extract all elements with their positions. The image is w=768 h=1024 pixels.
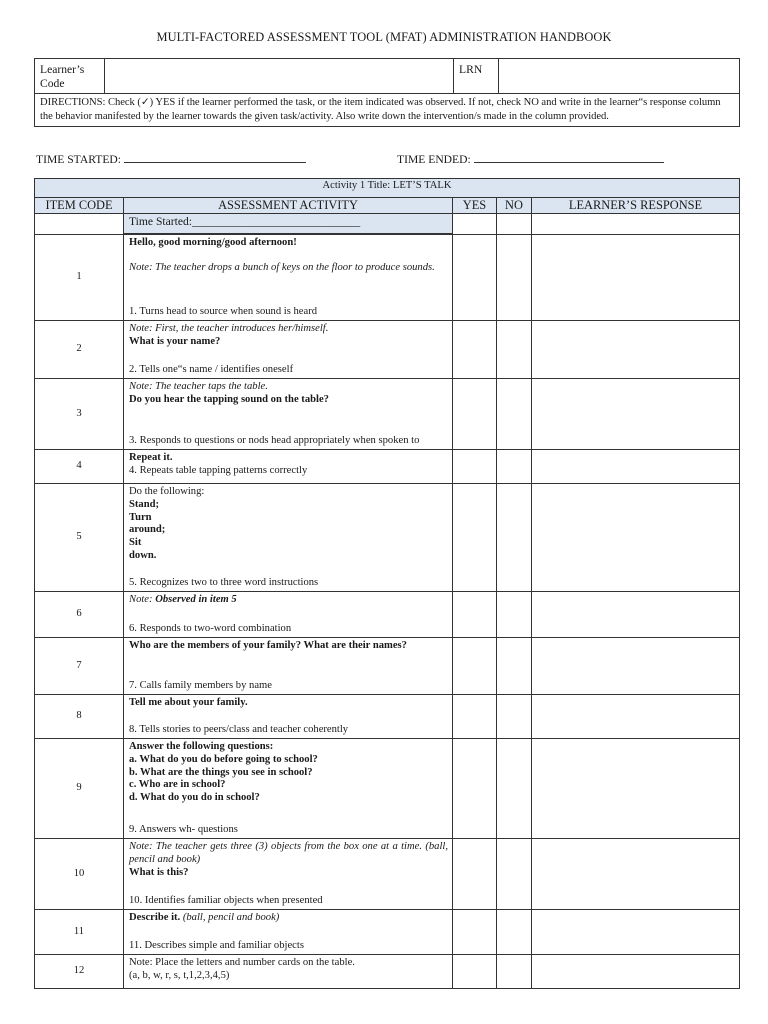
- yes-cell[interactable]: [453, 235, 497, 321]
- activity-competency: 5. Recognizes two to three word instructions: [129, 577, 319, 589]
- item-code: 1: [35, 235, 124, 321]
- time-started-line: [36, 152, 306, 166]
- item-code: 11: [35, 910, 124, 955]
- no-cell[interactable]: [497, 955, 532, 989]
- yes-cell[interactable]: [453, 379, 497, 450]
- yes-cell[interactable]: [453, 592, 497, 638]
- activity-prompt: Tell me about your family.: [129, 697, 248, 708]
- no-cell[interactable]: [497, 235, 532, 321]
- response-cell[interactable]: [532, 638, 740, 695]
- item-code: 5: [35, 484, 124, 592]
- no-cell[interactable]: [497, 450, 532, 484]
- no-cell[interactable]: [497, 592, 532, 638]
- table-row: [35, 321, 740, 379]
- item-code: 2: [35, 321, 124, 379]
- activity-prompt: Hello, good morning/good afternoon!: [129, 237, 297, 248]
- response-cell[interactable]: [532, 321, 740, 379]
- yes-cell[interactable]: [453, 739, 497, 839]
- activity-competency: 8. Tells stories to peers/class and teacher coherently: [129, 724, 349, 736]
- lrn-label: LRN: [454, 59, 499, 94]
- no-cell[interactable]: [497, 379, 532, 450]
- activity-competency: 6. Responds to two-word combination: [129, 623, 292, 635]
- response-cell[interactable]: [532, 235, 740, 321]
- activity-competency: 4. Repeats table tapping patterns correctly: [129, 464, 308, 476]
- activity-detail: (a, b, w, r, s, t,1,2,3,4,5): [129, 969, 230, 981]
- activity-cell: [124, 379, 453, 450]
- yes-cell[interactable]: [453, 910, 497, 955]
- note-emphasis: Observed in item 5: [155, 594, 237, 605]
- question-item: d. What do you do in school?: [129, 792, 260, 804]
- activity-cell: [124, 739, 453, 839]
- no-cell[interactable]: [497, 695, 532, 739]
- activity-prompt-line: [129, 912, 448, 925]
- directions-text: DIRECTIONS: Check (✓) YES if the learner performed the task, or the item indicated was observed. If not, check NO and write in the learner“s response column the behavior manifested by the learner towards the given task/activity. Also write down the intervention/s made in the column provided.: [35, 94, 740, 127]
- activity-cell: [124, 592, 453, 638]
- command-item: Stand;: [129, 498, 160, 510]
- item-code: 10: [35, 839, 124, 910]
- document-title: MULTI-FACTORED ASSESSMENT TOOL (MFAT) ADMINISTRATION HANDBOOK: [156, 30, 612, 44]
- column-header-item-code: ITEM CODE: [35, 198, 124, 214]
- item-code: 9: [35, 739, 124, 839]
- activity-competency: 2. Tells one“s name / identifies oneself: [129, 364, 294, 376]
- question-item: c. Who are in school?: [129, 779, 226, 791]
- column-header-learners-response: LEARNER’S RESPONSE: [532, 198, 740, 214]
- yes-cell[interactable]: [453, 450, 497, 484]
- activity-prompt: Who are the members of your family? What are their names?: [129, 640, 407, 651]
- activity-prompt: What is your name?: [129, 335, 221, 347]
- command-item: around;: [129, 524, 166, 536]
- activity-cell: [124, 321, 453, 379]
- activity-title: Activity 1 Title: LET’S TALK: [35, 179, 740, 198]
- activity-prompt: Answer the following questions:: [129, 741, 274, 752]
- time-started-cell[interactable]: Time Started:_____________________________: [124, 214, 453, 234]
- activity-cell: [124, 955, 453, 989]
- lrn-field[interactable]: [499, 59, 740, 94]
- response-cell[interactable]: [532, 592, 740, 638]
- yes-cell[interactable]: [453, 839, 497, 910]
- activity-note: Note: The teacher taps the table.: [129, 381, 268, 392]
- table-row: [35, 450, 740, 484]
- activity-cell: [124, 839, 453, 910]
- yes-cell[interactable]: [453, 955, 497, 989]
- table-row: [35, 955, 740, 989]
- time-ended-line: [397, 152, 664, 166]
- learners-code-label: Learner’s Code: [35, 59, 105, 94]
- table-row: [35, 379, 740, 450]
- no-cell[interactable]: [497, 839, 532, 910]
- activity-note: Note: The teacher gets three (3) objects from the box one at a time. (ball, pencil and book): [129, 841, 448, 865]
- activity-prompt-note: (ball, pencil and book): [180, 912, 280, 923]
- question-item: b. What are the things you see in school?: [129, 766, 313, 778]
- activity-prompt: What is this?: [129, 866, 189, 878]
- response-cell[interactable]: [532, 910, 740, 955]
- yes-cell[interactable]: [453, 321, 497, 379]
- no-cell[interactable]: [497, 739, 532, 839]
- item-code: 8: [35, 695, 124, 739]
- table-row: [35, 235, 740, 321]
- activity-cell: [124, 235, 453, 321]
- table-row: [35, 592, 740, 638]
- activity-competency: 3. Responds to questions or nods head appropriately when spoken to: [129, 435, 420, 447]
- command-item: down.: [129, 549, 157, 561]
- no-cell[interactable]: [497, 638, 532, 695]
- item-code: 12: [35, 955, 124, 989]
- time-started-label: TIME STARTED:: [36, 153, 121, 166]
- no-cell[interactable]: [497, 214, 532, 235]
- activity-cell: [124, 484, 453, 592]
- response-cell[interactable]: [532, 379, 740, 450]
- activity-intro: Do the following:: [129, 486, 205, 497]
- item-code: 4: [35, 450, 124, 484]
- activity-cell: [124, 638, 453, 695]
- yes-cell[interactable]: [453, 214, 497, 235]
- activity-note: Note: Place the letters and number cards on the table.: [129, 957, 355, 968]
- assessment-table: [34, 178, 740, 989]
- yes-cell[interactable]: [453, 695, 497, 739]
- activity-competency: 1. Turns head to source when sound is heard: [129, 306, 318, 318]
- item-code-cell: [35, 214, 124, 235]
- response-cell[interactable]: [532, 484, 740, 592]
- activity-note: Note: First, the teacher introduces her/himself.: [129, 323, 329, 334]
- command-item: Turn: [129, 511, 152, 523]
- note-prefix: Note:: [129, 594, 153, 605]
- table-row: [35, 695, 740, 739]
- learner-info-table: [34, 58, 740, 127]
- activity-prompt: Repeat it.: [129, 452, 173, 463]
- table-row: [35, 910, 740, 955]
- item-code: 7: [35, 638, 124, 695]
- no-cell[interactable]: [497, 910, 532, 955]
- activity-prompt: Do you hear the tapping sound on the table?: [129, 393, 329, 405]
- column-header-no: NO: [497, 198, 532, 214]
- response-cell[interactable]: [532, 739, 740, 839]
- activity-cell: [124, 450, 453, 484]
- learners-code-field[interactable]: [105, 59, 454, 94]
- question-item: a. What do you do before going to school?: [129, 753, 318, 765]
- activity-competency: 7. Calls family members by name: [129, 680, 272, 692]
- table-row: [35, 484, 740, 592]
- no-cell[interactable]: [497, 321, 532, 379]
- item-code: 3: [35, 379, 124, 450]
- activity-prompt: Describe it.: [129, 912, 181, 923]
- response-cell[interactable]: [532, 955, 740, 989]
- activity-competency: 11. Describes simple and familiar objects: [129, 940, 304, 952]
- command-item: Sit: [129, 537, 142, 549]
- item-code: 6: [35, 592, 124, 638]
- activity-note: Note: The teacher drops a bunch of keys on the floor to produce sounds.: [129, 261, 435, 273]
- column-header-assessment-activity: ASSESSMENT ACTIVITY: [124, 198, 453, 214]
- activity-cell: [124, 910, 453, 955]
- table-row: [35, 638, 740, 695]
- response-cell[interactable]: [532, 839, 740, 910]
- time-started-field[interactable]: [124, 152, 306, 163]
- response-cell[interactable]: [532, 450, 740, 484]
- activity-cell: [124, 695, 453, 739]
- activity-note: [129, 594, 448, 607]
- time-ended-label: TIME ENDED:: [397, 153, 471, 166]
- column-header-yes: YES: [453, 198, 497, 214]
- yes-cell[interactable]: [453, 638, 497, 695]
- response-cell[interactable]: [532, 214, 740, 235]
- response-cell[interactable]: [532, 695, 740, 739]
- table-row: [35, 739, 740, 839]
- activity-competency: 10. Identifies familiar objects when presented: [129, 895, 323, 907]
- yes-cell[interactable]: [453, 484, 497, 592]
- no-cell[interactable]: [497, 484, 532, 592]
- table-row: [35, 839, 740, 910]
- column-header-row: [35, 198, 740, 214]
- time-ended-field[interactable]: [474, 152, 664, 163]
- activity-competency: 9. Answers wh- questions: [129, 824, 238, 836]
